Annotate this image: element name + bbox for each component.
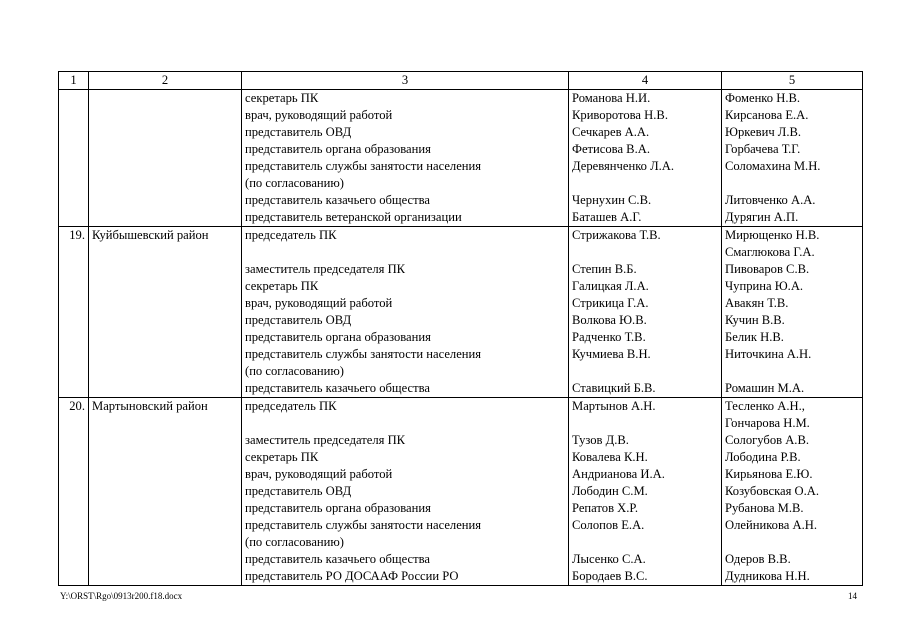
role-line: представитель службы занятости населения — [245, 347, 482, 361]
row-number — [59, 90, 89, 227]
role-line — [245, 415, 565, 432]
role-line: секретарь ПК — [245, 279, 319, 293]
name-line — [725, 363, 859, 380]
role-line: заместитель председателя ПК — [245, 433, 406, 447]
name-line — [572, 175, 718, 192]
name-line: Смаглюкова Г.А. — [725, 245, 815, 259]
role-line: секретарь ПК — [245, 450, 319, 464]
name-line: Деревянченко Л.А. — [572, 159, 675, 173]
district-name: Куйбышевский район — [89, 227, 242, 398]
table-row — [59, 398, 863, 586]
role-line: (по согласованию) — [245, 364, 345, 378]
name-line — [725, 534, 859, 551]
name-line: Стрикица Г.А. — [572, 296, 649, 310]
name-line: Одеров В.В. — [725, 552, 791, 566]
name-line: Солопов Е.А. — [572, 518, 645, 532]
name-line: Радченко Т.В. — [572, 330, 646, 344]
name-line: Олейникова А.Н. — [725, 518, 817, 532]
name-line: Сечкарев А.А. — [572, 125, 650, 139]
role-line: секретарь ПК — [245, 91, 319, 105]
table-row — [59, 227, 863, 398]
role-line: представитель органа образования — [245, 501, 431, 515]
name-line: Баташев А.Г. — [572, 210, 642, 224]
name-line: Лободин С.М. — [572, 484, 648, 498]
header-col-1: 1 — [59, 72, 89, 90]
name-line: Бородаев В.С. — [572, 569, 648, 583]
role-line: представитель ОВД — [245, 484, 352, 498]
name-line: Дурягин А.П. — [725, 210, 799, 224]
name-line: Лободина Р.В. — [725, 450, 801, 464]
role-line: представитель службы занятости населения — [245, 159, 482, 173]
header-row — [59, 72, 863, 90]
role-line: представитель казачьего общества — [245, 193, 430, 207]
role-line: представитель службы занятости населения — [245, 518, 482, 532]
roles-cell — [242, 90, 569, 227]
role-line: представитель органа образования — [245, 330, 431, 344]
name-line: Пивоваров С.В. — [725, 262, 810, 276]
name-line — [725, 175, 859, 192]
row-number: 20. — [59, 398, 89, 586]
name-line: Галицкая Л.А. — [572, 279, 649, 293]
role-line: представитель органа образования — [245, 142, 431, 156]
role-line: врач, руководящий работой — [245, 108, 393, 122]
name-line: Стрижакова Т.В. — [572, 228, 661, 242]
name-line: Мартынов А.Н. — [572, 399, 656, 413]
name-line: Криворотова Н.В. — [572, 108, 668, 122]
name-line: Белик Н.В. — [725, 330, 784, 344]
name-line: Гончарова Н.М. — [725, 416, 810, 430]
role-line: председатель ПК — [245, 399, 337, 413]
name-line: Сологубов А.В. — [725, 433, 809, 447]
name-line: Репатов Х.Р. — [572, 501, 638, 515]
reserve-members-cell — [722, 398, 863, 586]
role-line: врач, руководящий работой — [245, 467, 393, 481]
name-line: Андрианова И.А. — [572, 467, 665, 481]
name-line — [572, 363, 718, 380]
name-line: Чернухин С.В. — [572, 193, 652, 207]
role-line: врач, руководящий работой — [245, 296, 393, 310]
footer-file-path: Y:\ORST\Rgo\0913r200.f18.docx — [60, 591, 183, 601]
name-line: Горбачева Т.Г. — [725, 142, 801, 156]
name-line: Соломахина М.Н. — [725, 159, 821, 173]
name-line: Тесленко А.Н., — [725, 399, 805, 413]
name-line: Авакян Т.В. — [725, 296, 789, 310]
role-line: (по согласованию) — [245, 535, 345, 549]
role-line — [245, 244, 565, 261]
name-line: Литовченко А.А. — [725, 193, 816, 207]
name-line: Фетисова В.А. — [572, 142, 650, 156]
name-line: Ромашин М.А. — [725, 381, 805, 395]
name-line: Волкова Ю.В. — [572, 313, 647, 327]
table-row — [59, 90, 863, 227]
name-line: Ниточкина А.Н. — [725, 347, 812, 361]
role-line: заместитель председателя ПК — [245, 262, 406, 276]
role-line: представитель казачьего общества — [245, 381, 430, 395]
roles-cell — [242, 398, 569, 586]
name-line: Ковалева К.Н. — [572, 450, 648, 464]
reserve-members-cell — [722, 90, 863, 227]
roles-cell — [242, 227, 569, 398]
role-line: (по согласованию) — [245, 176, 345, 190]
reserve-members-cell — [722, 227, 863, 398]
role-line: представитель ОВД — [245, 313, 352, 327]
name-line: Кирсанова Е.А. — [725, 108, 809, 122]
role-line: председатель ПК — [245, 228, 337, 242]
role-line: представитель ОВД — [245, 125, 352, 139]
name-line: Дудникова Н.Н. — [725, 569, 810, 583]
footer-page-number: 14 — [848, 591, 857, 601]
header-col-5: 5 — [722, 72, 863, 90]
name-line: Лысенко С.А. — [572, 552, 646, 566]
role-line: представитель казачьего общества — [245, 552, 430, 566]
role-line: представитель РО ДОСААФ России РО — [245, 569, 459, 583]
name-line: Кирьянова Е.Ю. — [725, 467, 813, 481]
name-line — [572, 244, 718, 261]
name-line: Степин В.Б. — [572, 262, 637, 276]
header-col-4: 4 — [569, 72, 722, 90]
row-number: 19. — [59, 227, 89, 398]
header-col-2: 2 — [89, 72, 242, 90]
name-line: Мирющенко Н.В. — [725, 228, 820, 242]
name-line — [572, 534, 718, 551]
commission-table — [58, 71, 863, 586]
name-line: Козубовская О.А. — [725, 484, 820, 498]
members-cell — [569, 90, 722, 227]
members-cell — [569, 398, 722, 586]
name-line: Ставицкий Б.В. — [572, 381, 656, 395]
name-line: Кучмиева В.Н. — [572, 347, 651, 361]
name-line — [572, 415, 718, 432]
role-line: представитель ветеранской организации — [245, 210, 462, 224]
header-col-3: 3 — [242, 72, 569, 90]
name-line: Тузов Д.В. — [572, 433, 629, 447]
district-name: Мартыновский район — [89, 398, 242, 586]
name-line: Чуприна Ю.А. — [725, 279, 804, 293]
district-name — [89, 90, 242, 227]
name-line: Фоменко Н.В. — [725, 91, 801, 105]
name-line: Кучин В.В. — [725, 313, 785, 327]
name-line: Романова Н.И. — [572, 91, 651, 105]
members-cell — [569, 227, 722, 398]
name-line: Юркевич Л.В. — [725, 125, 802, 139]
name-line: Рубанова М.В. — [725, 501, 804, 515]
